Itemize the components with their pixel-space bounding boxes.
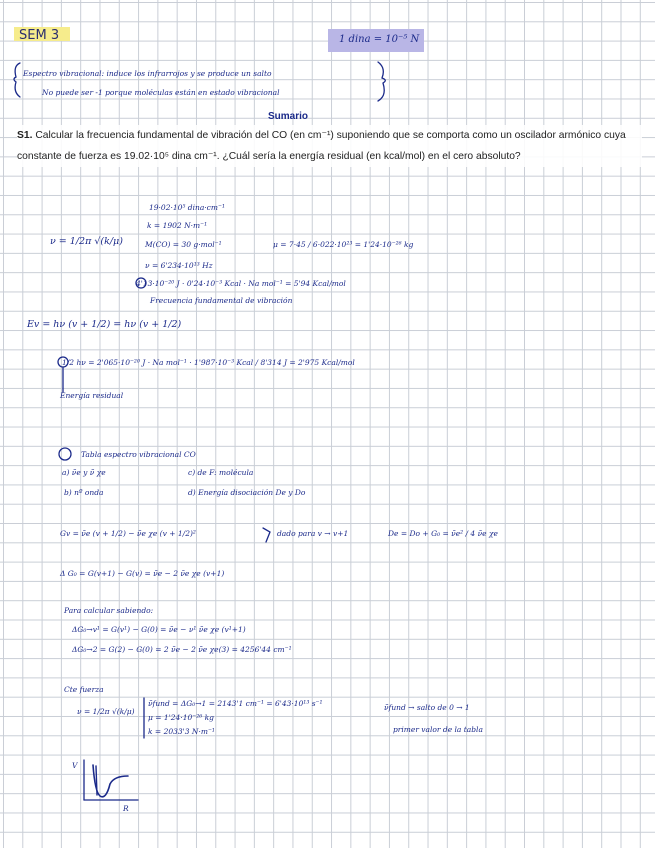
graph-curve (93, 765, 128, 797)
de-formula: De = Do + G₀ = ν̃e² / 4 ν̃e χe (388, 529, 498, 538)
k-newton: k = 1902 N·m⁻¹ (147, 221, 208, 230)
mu-calc: μ = 7·45 / 6·022·10²³ = 1'24·10⁻²⁶ kg (273, 240, 414, 249)
nu-fund: ν̃fund = ΔG₀→1 = 2143'1 cm⁻¹ = 6'43·10¹³ s⁻¹ (148, 699, 323, 708)
circle-s2 (59, 448, 71, 460)
energy-formula: Ev = hν (v + 1/2) = hν (v + 1/2) (27, 319, 182, 330)
freq-caption: Frecuencia fundamental de vibración (150, 296, 293, 305)
gv-note: dado para v → v+1 (277, 529, 349, 538)
problem-s1-label: S1. (17, 130, 33, 141)
graph-curve-tail (96, 766, 97, 795)
braced-note-line1: Espectro vibracional: induce los infrarrojos y se produce un salto (23, 69, 272, 78)
gv-bracket (263, 528, 270, 542)
delta-g: Δ G₀ = G(v+1) − G(v) = ν̃e − 2 ν̃e χe (v+1) (60, 569, 225, 578)
residual-calc: 1/2 hν = 2'065·10⁻²⁰ J · Na mol⁻¹ · 1'987·10⁻³ Kcal / 8'314 J = 2'975 Kcal/mol (62, 358, 355, 367)
result-freq: 4'13·10⁻²⁰ J · 0'24·10⁻³ Kcal · Na mol⁻¹ = 5'94 Kcal/mol (136, 279, 346, 288)
problem-s1-text: Calcular la frecuencia fundamental de vibración del CO (en cm⁻¹) suponiendo que se comporta como un oscilador armónico cuya constante de fuerza es 19.02·10⁵ dina cm⁻¹. ¿Cuál sería la energía residual (en kcal/mol) en el cero absoluto? (17, 130, 626, 162)
nu-formula: ν = 1/2π √(k/μ) (50, 236, 123, 247)
primer-valor: primer valor de la tabla (393, 725, 483, 734)
graph-x-label: R (123, 804, 129, 813)
molar-mass: M(CO) = 30 g·mol⁻¹ (145, 240, 222, 249)
unit-note: 1 dina = 10⁻⁵ N (339, 34, 420, 45)
s2-item-b: b) nº onda (64, 488, 104, 497)
right-brace (378, 62, 385, 101)
k-val: k = 2033'3 N·m⁻¹ (148, 727, 215, 736)
nu-value: ν = 6'234·10¹³ Hz (145, 261, 213, 270)
salto-note: ν̃fund → salto de 0 → 1 (384, 703, 470, 712)
k-dina: 19·02·10⁵ dina·cm⁻¹ (149, 203, 225, 212)
nu-formula2: ν = 1/2π √(k/μ) (77, 707, 135, 716)
delta-02: ΔG₀→2 = G(2) − G(0) = 2 ν̃e − 2 ν̃e χe(3) = 4256'44 cm⁻¹ (72, 645, 292, 654)
s2-item-a: a) ν̃e y ν̃ χe (62, 468, 106, 477)
mu-val: μ = 1'24·10⁻²⁶ kg (148, 713, 214, 722)
delta-01: ΔG₀→v¹ = G(v¹) − G(0) = ν̃e − ν¹ ν̃e χe (v¹+1) (72, 625, 246, 634)
cutoff-title: Sumario (268, 111, 309, 122)
de-fuerza: Cte fuerza (64, 685, 104, 694)
s2-item-c: c) de F: molécula (188, 468, 254, 477)
braced-note-line2: No puede ser -1 porque moléculas están en estado vibracional (42, 88, 280, 97)
s2-item-d: d) Energía disociación De y Do (188, 488, 306, 497)
residual-caption: Energía residual (60, 391, 124, 400)
session-label: SEM 3 (19, 28, 60, 43)
left-brace (14, 63, 20, 97)
graph-y-label: V (72, 761, 78, 770)
para-calcular: Para calcular sabiendo: (64, 606, 154, 615)
circle-1 (136, 278, 146, 288)
gv-formula: Gv = ν̃e (v + 1/2) − ν̃e χe (v + 1/2)² (60, 529, 196, 538)
circle-2 (58, 357, 68, 367)
s2-header: Tabla espectro vibracional CO (81, 450, 196, 459)
